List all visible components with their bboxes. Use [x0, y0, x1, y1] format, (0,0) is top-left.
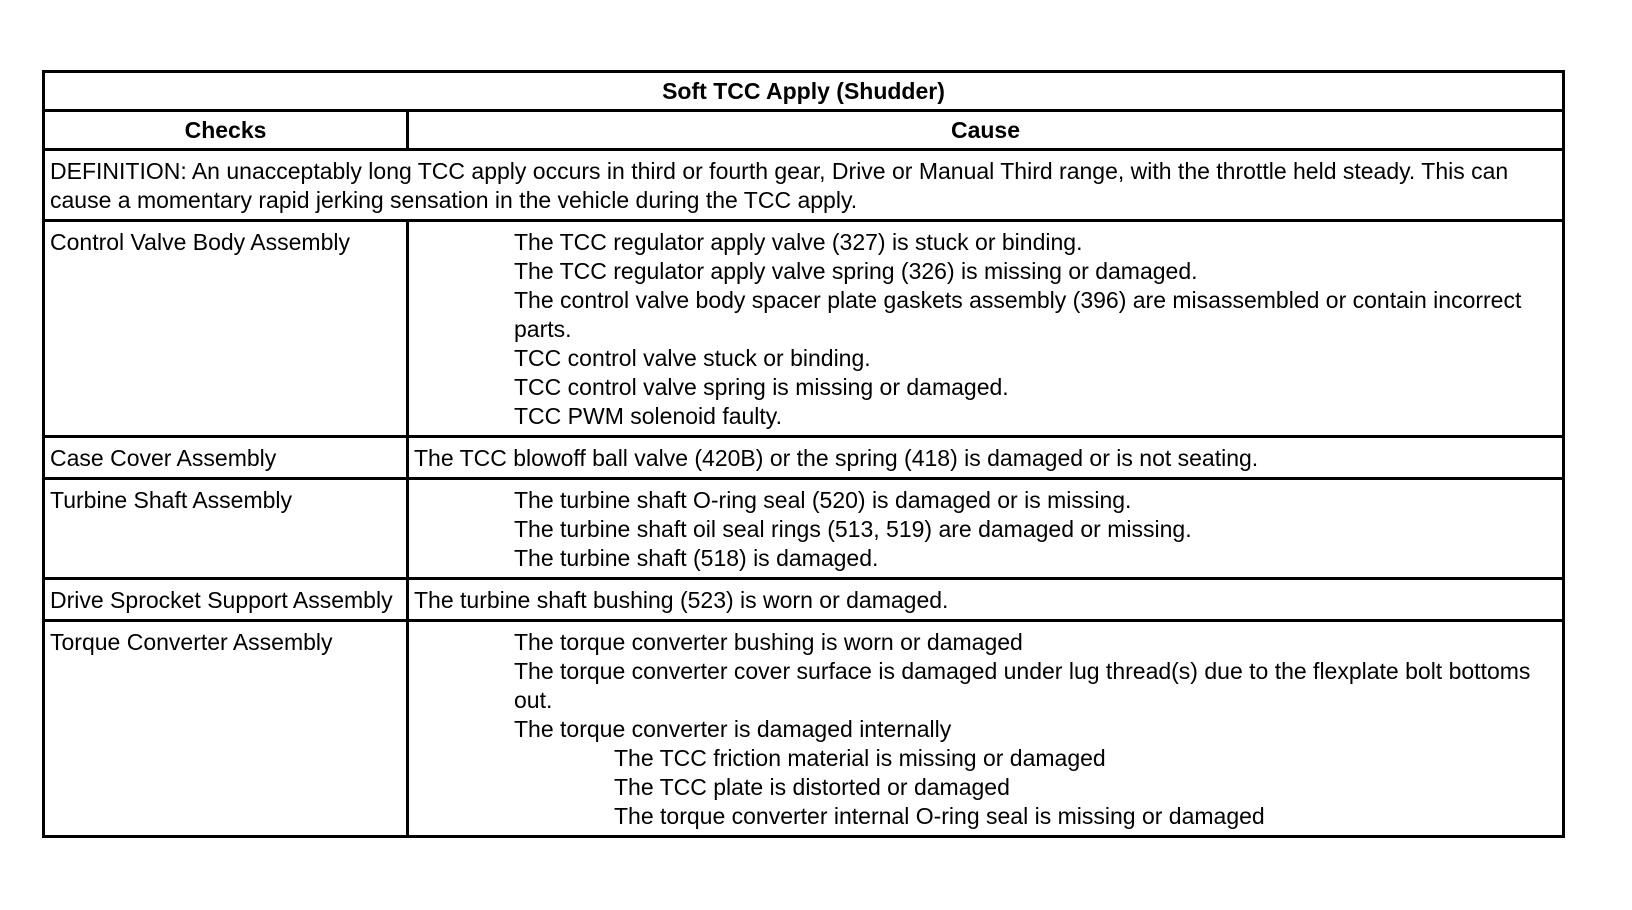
cause-column-header: Cause — [408, 111, 1564, 150]
cause-item: The torque converter cover surface is damaged under lug thread(s) due to the flexplate bolt bottoms out. — [514, 658, 1531, 713]
table-row — [44, 479, 1564, 579]
check-cell: Control Valve Body Assembly — [44, 221, 408, 437]
cause-item: The TCC blowoff ball valve (420B) or the spring (418) is damaged or is not seating. — [414, 445, 1259, 471]
cause-item: The torque converter is damaged internally — [514, 716, 952, 742]
diagnostic-table — [42, 70, 1565, 838]
cause-item: The TCC regulator apply valve (327) is stuck or binding. — [514, 229, 1083, 255]
cause-subitem: The torque converter internal O-ring seal is missing or damaged — [614, 803, 1265, 829]
cause-item: The turbine shaft bushing (523) is worn or damaged. — [414, 587, 949, 613]
table-title-row — [44, 72, 1564, 111]
table-row — [44, 579, 1564, 621]
cause-cell — [408, 579, 1564, 621]
cause-subitem: The TCC plate is distorted or damaged — [614, 774, 1010, 800]
cause-cell — [408, 479, 1564, 579]
check-cell: Drive Sprocket Support Assembly — [44, 579, 408, 621]
check-cell: Turbine Shaft Assembly — [44, 479, 408, 579]
table-row — [44, 221, 1564, 437]
check-cell: Case Cover Assembly — [44, 437, 408, 479]
cause-cell — [408, 621, 1564, 837]
table-row — [44, 621, 1564, 837]
cause-item: The control valve body spacer plate gaskets assembly (396) are misassembled or contain incorrect parts. — [514, 287, 1522, 342]
table-row — [44, 437, 1564, 479]
definition-row — [44, 150, 1564, 221]
cause-cell — [408, 437, 1564, 479]
cause-item: The TCC regulator apply valve spring (326) is missing or damaged. — [514, 258, 1198, 284]
checks-column-header: Checks — [44, 111, 408, 150]
cause-item: The turbine shaft (518) is damaged. — [514, 545, 879, 571]
cause-item: TCC PWM solenoid faulty. — [514, 403, 782, 429]
cause-item: The torque converter bushing is worn or damaged — [514, 629, 1023, 655]
table-title: Soft TCC Apply (Shudder) — [44, 72, 1564, 111]
cause-item: The turbine shaft O-ring seal (520) is damaged or is missing. — [514, 487, 1132, 513]
check-cell: Torque Converter Assembly — [44, 621, 408, 837]
cause-item: TCC control valve stuck or binding. — [514, 345, 871, 371]
cause-cell — [408, 221, 1564, 437]
cause-subitem: The TCC friction material is missing or damaged — [614, 745, 1106, 771]
table-header-row — [44, 111, 1564, 150]
definition-text: DEFINITION: An unacceptably long TCC apply occurs in third or fourth gear, Drive or Manual Third range, with the throttle held steady. This can cause a momentary rapid jerking sensation in the vehicle during the TCC apply. — [44, 150, 1564, 221]
cause-item: The turbine shaft oil seal rings (513, 519) are damaged or missing. — [514, 516, 1192, 542]
cause-item: TCC control valve spring is missing or damaged. — [514, 374, 1009, 400]
